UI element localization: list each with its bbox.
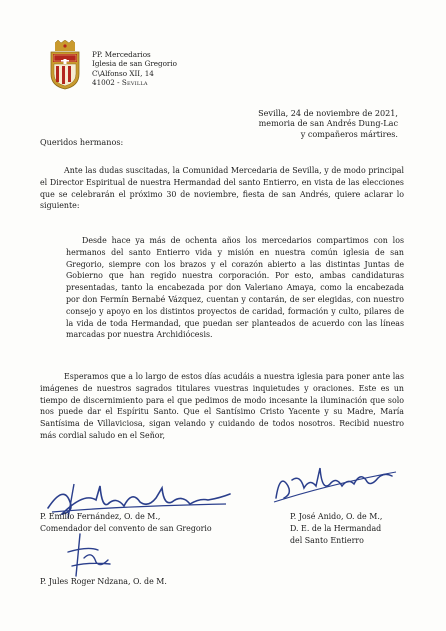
postal-line [92,78,177,87]
paragraph-statement: Desde hace ya más de ochenta años los mercedarios compartimos con los hermanos del santo Entierro vida y misión en nuestra común iglesia de san Gregorio, siempre con los brazos y el corazón abierto a las distintas Juntas de Gobierno que han regido nuestra corporación. Por esto, ambas candidaturas presentadas, tanto la encabezada por don Valeriano Amaya, como la encabezada por don Fermín Bernabé Vázquez, cuentan y contarán, de ser elegidas, con nuestro consejo y apoyo en los distintos proyectos de caridad, formación y culto, pilares de la vida de toda Hermandad, que puedan ser planteados de acuerdo con las líneas marcadas por nuestra Archidiócesis. [66,236,404,340]
signatory-3 [40,576,167,588]
signatory-1-role: Comendador del convento de san Gregorio [40,524,212,533]
signatory-2-name: P. José Anido, O. de M., [290,512,383,521]
mercedarian-crest-icon [48,40,82,90]
postal-code: 41002 - [92,78,122,88]
date-line-2: memoria de san Andrés Dung-Lac [258,118,398,129]
signatory-2-role-1: D. E. de la Hermandad [290,524,382,533]
signatory-1 [40,511,212,535]
city-name: Sevilla [121,78,148,88]
signature-jules [58,532,118,578]
order-name: PP. Mercedarios [92,50,151,59]
date-line-3: y compañeros mártires. [300,128,398,139]
letterhead-address [92,50,177,88]
signature-jose [270,458,400,508]
salutation: Queridos hermanos: [40,137,124,147]
street-address: C\Alfonso XII, 14 [92,68,154,78]
paragraph-intro: Ante las dudas suscitadas, la Comunidad Mercedaria de Sevilla, y de modo principal el Director Espiritual de nuestra Hermandad del santo Entierro, en vista de las elecciones que se celebrarán el próximo 30 de noviembre, fiesta de san Andrés, quiere aclarar lo siguiente: [40,166,404,211]
signatory-2-role-2: del Santo Entierro [290,536,364,545]
signatory-1-name: P. Emilio Fernández, O. de M., [40,512,161,521]
church-name: Iglesia de san Gregorio [92,59,177,69]
letter-date [258,108,398,139]
date-line-1: Sevilla, 24 de noviembre de 2021, [258,108,398,118]
paragraph-closing: Esperamos que a lo largo de estos días acudáis a nuestra iglesia para poner ante las imágenes de nuestros sagrados titulares vuestras inquietudes y oraciones. Este es un tiempo de discernimiento para el que pedimos de modo incesante la iluminación que solo nos puede dar el Espíritu Santo. Que el Santísimo Cristo Yacente y su Madre, María Santísima de Villaviciosa, sigan velando y cuidando de todos nosotros. Recibid nuestro más cordial saludo en el Señor, [40,372,404,440]
signatory-3-name: P. Jules Roger Ndzana, O. de M. [40,577,167,586]
signatory-2 [290,511,382,547]
